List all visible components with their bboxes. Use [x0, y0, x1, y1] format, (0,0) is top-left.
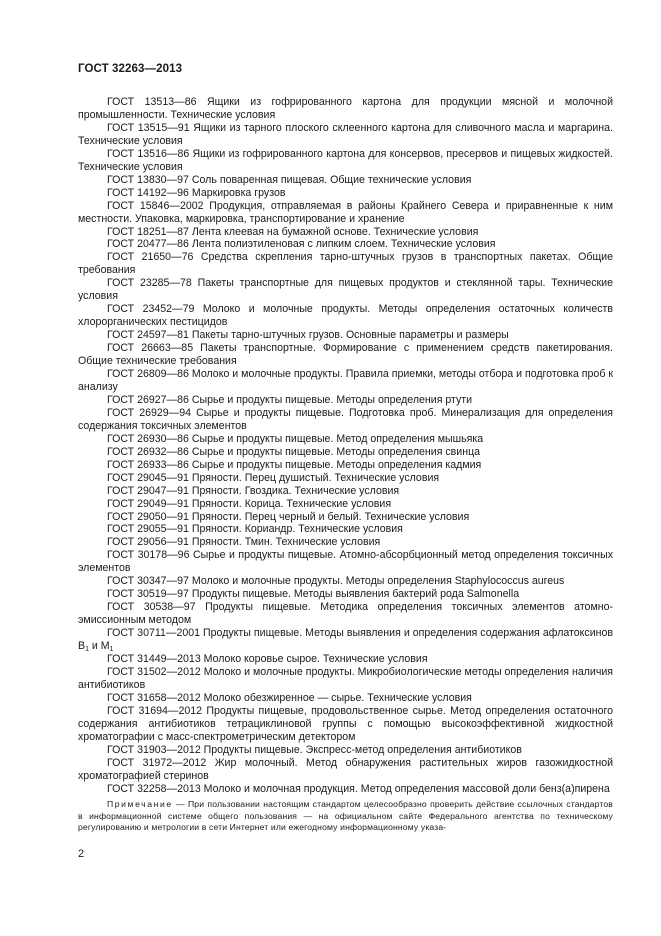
- reference-entry: ГОСТ 29047—91 Пряности. Гвоздика. Технические условия: [107, 484, 400, 497]
- reference-entry: ГОСТ 13515—91 Ящики из тарного плоского склеенного картона для сливочного масла и маргарина. Технические условия: [78, 121, 613, 147]
- reference-entry: ГОСТ 29050—91 Пряности. Перец черный и белый. Технические условия: [107, 510, 470, 523]
- reference-entry: ГОСТ 26929—94 Сырье и продукты пищевые. Подготовка проб. Минерализация для определения содержания токсичных элементов: [78, 406, 613, 432]
- reference-entry: ГОСТ 13830—97 Соль поваренная пищевая. Общие технические условия: [107, 173, 472, 186]
- reference-entry: ГОСТ 26927—86 Сырье и продукты пищевые. Методы определения ртути: [107, 393, 473, 406]
- references-group-1: [78, 96, 613, 627]
- reference-entry: ГОСТ 31502—2012 Молоко и молочные продукты. Микробиологические методы определения наличия антибиотиков: [78, 665, 613, 691]
- reference-entry: ГОСТ 31694—2012 Продукты пищевые, продовольственное сырье. Метод определения остаточного содержания антибиотиков тетрациклиновой группы с помощью высокоэффективной жидкостной хроматографии с масс-спектрометрическим детектором: [78, 704, 613, 743]
- note-label: Примечание: [107, 799, 173, 810]
- reference-entry: ГОСТ 29056—91 Пряности. Тмин. Технические условия: [107, 536, 381, 549]
- note-text: — При пользовании настоящим стандартом целесообразно проверить действие ссылочных стандартов в информационной системе общего пользования — на официальном сайте Федерального агентства по техническому регулированию и метрологии в сети Интернет или ежегодному информационному указа-: [78, 799, 613, 832]
- reference-entry: ГОСТ 30178—96 Сырье и продукты пищевые. Атомно-абсорбционный метод определения токсичных элементов: [78, 549, 613, 575]
- reference-entry: ГОСТ 26932—86 Сырье и продукты пищевые. Методы определения свинца: [107, 445, 481, 458]
- references-list: [78, 96, 613, 842]
- reference-entry: ГОСТ 29045—91 Пряности. Перец душистый. Технические условия: [107, 471, 440, 484]
- reference-entry: ГОСТ 26930—86 Сырье и продукты пищевые. Метод определения мышьяка: [107, 432, 484, 445]
- reference-entry: ГОСТ 13513—86 Ящики из гофрированного картона для продукции мясной и молочной промышленности. Технические условия: [78, 96, 613, 121]
- reference-entry: ГОСТ 30519—97 Продукты пищевые. Методы выявления бактерий рода Salmonella: [107, 588, 520, 601]
- aflatoxin-subscript-b: 1: [85, 646, 89, 654]
- page-header-title: ГОСТ 32263—2013: [78, 63, 183, 75]
- reference-entry: ГОСТ 26663—85 Пакеты транспортные. Формирование с применением средств пакетирования. Общие технические требования: [78, 342, 613, 368]
- reference-entry: ГОСТ 31449—2013 Молоко коровье сырое. Технические условия: [107, 652, 428, 665]
- aflatoxin-subscript-m: 1: [109, 646, 114, 654]
- reference-entry: ГОСТ 26809—86 Молоко и молочные продукты. Правила приемки, методы отбора и подготовка проб к анализу: [78, 368, 613, 393]
- reference-entry: ГОСТ 14192—96 Маркировка грузов: [107, 186, 286, 199]
- reference-entry: ГОСТ 21650—76 Средства скрепления тарно-штучных грузов в транспортных пакетах. Общие требования: [78, 251, 613, 277]
- reference-entry: ГОСТ 29055—91 Пряности. Кориандр. Технические условия: [107, 523, 403, 536]
- reference-entry: ГОСТ 23285—78 Пакеты транспортные для пищевых продуктов и стеклянной тары. Технические условия: [78, 277, 613, 303]
- reference-entry: ГОСТ 30347—97 Молоко и молочные продукты. Методы определения Staphylococcus aureus: [107, 575, 565, 588]
- page-number: 2: [78, 848, 85, 860]
- reference-entry: ГОСТ 31972—2012 Жир молочный. Метод обнаружения растительных жиров газожидкостной хроматографией стеринов: [78, 756, 613, 782]
- reference-entry: ГОСТ 31658—2012 Молоко обезжиренное — сырье. Технические условия: [107, 691, 472, 704]
- reference-entry: ГОСТ 15846—2002 Продукция, отправляемая в районы Крайнего Севера и приравненные к ним местности. Упаковка, маркировка, транспортирование и хранение: [78, 199, 613, 225]
- reference-entry: ГОСТ 30538—97 Продукты пищевые. Методика определения токсичных элементов атомно-эмиссионным методом: [78, 601, 613, 627]
- reference-entry-aflatoxin: [78, 627, 613, 653]
- references-group-2: [78, 653, 613, 795]
- reference-entry: ГОСТ 20477—86 Лента полиэтиленовая с липким слоем. Технические условия: [107, 238, 496, 251]
- reference-entry: ГОСТ 29049—91 Пряности. Корица. Технические условия: [107, 497, 392, 510]
- aflatoxin-entry-text: ГОСТ 30711—2001 Продукты пищевые. Методы выявления и определения содержания афлатоксинов B: [78, 627, 613, 653]
- reference-entry: ГОСТ 26933—86 Сырье и продукты пищевые. Методы определения кадмия: [107, 458, 482, 471]
- reference-entry: ГОСТ 24597—81 Пакеты тарно-штучных грузов. Основные параметры и размеры: [107, 329, 509, 342]
- aflatoxin-entry-mid: и M: [88, 640, 110, 653]
- reference-entry: ГОСТ 18251—87 Лента клеевая на бумажной основе. Технические условия: [107, 225, 479, 238]
- reference-entry: ГОСТ 13516—86 Ящики из гофрированного картона для консервов, пресервов и пищевых жидкостей. Технические условия: [78, 147, 613, 173]
- reference-entry: ГОСТ 23452—79 Молоко и молочные продукты. Методы определения остаточных количеств хлорорганических пестицидов: [78, 303, 613, 329]
- footnote-note: [78, 799, 613, 833]
- reference-entry: ГОСТ 31903—2012 Продукты пищевые. Экспресс-метод определения антибиотиков: [107, 743, 522, 756]
- reference-entry: ГОСТ 32258—2013 Молоко и молочная продукция. Метод определения массовой доли бенз(а)пирена: [107, 782, 610, 795]
